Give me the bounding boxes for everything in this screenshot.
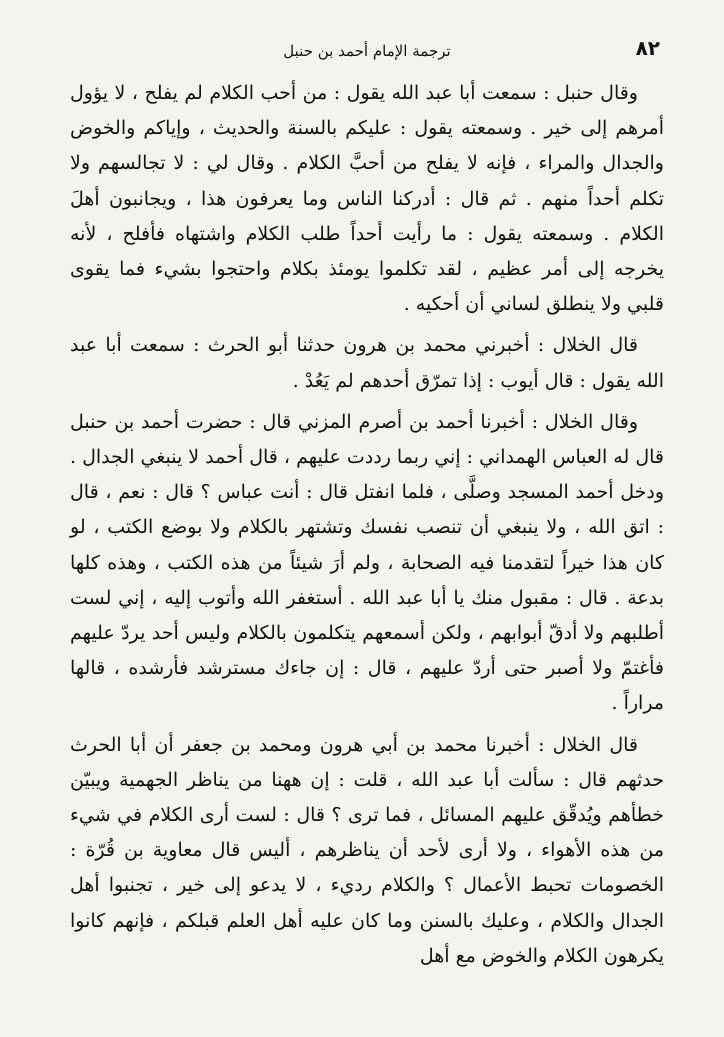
page-body (70, 76, 664, 974)
page-number: ٨٢ (635, 36, 660, 60)
page-header (70, 30, 664, 76)
paragraph-hanbal-on-kalam: وقال حنبل : سمعت أبا عبد الله يقول : من أحب الكلام لم يفلح ، لا يؤول أمرهم إلى خير . وسمعته يقول : عليكم بالسنة والحديث ، وإياكم والخوض والجدال والمراء ، فإنه لا يفلح من أحبَّ الكلام . وقال لي : لا تجالسهم ولا تكلم أحداً منهم . ثم قال : أدركنا الناس وما يعرفون هذا ، ويجانبون أهلَ الكلام . وسمعته يقول : ما رأيت أحداً طلب الكلام واشتهاه فأفلح ، لأنه يخرجه إلى أمر عظيم ، لقد تكلموا يومئذ بكلام واحتجوا بشيء فما يقوى قلبي ولا ينطلق لساني أن أحكيه . (70, 82, 664, 316)
running-title: ترجمة الإمام أحمد بن حنبل (283, 42, 451, 60)
paragraph-abu-al-harith: قال الخلال : أخبرنا محمد بن أبي هرون ومحمد بن جعفر أن أبا الحرث حدثهم قال : سألت أبا عبد الله ، قلت : إن ههنا من يناظر الجهمية ويبيّن خطأهم ويُدقّق عليهم المسائل ، فما ترى ؟ قال : لست أرى الكلام في شيء من هذه الأهواء ، ولا أرى لأحد أن يناظرهم ، أليس قال معاوية بن قُرّة : الخصومات تحبط الأعمال ؟ والكلام رديء ، لا يدعو إلى خير ، تجنبوا أهل الجدال والكلام ، وعليك بالسنن وما كان عليه أهل العلم قبلكم ، فإنهم كانوا يكرهون الكلام والخوض مع أهل (70, 733, 664, 967)
paragraph-abbas-hamadani: وقال الخلال : أخبرنا أحمد بن أصرم المزني قال : حضرت أحمد بن حنبل قال له العباس الهمداني : إني ربما رددت عليهم ، قال أحمد لا ينبغي الجدال . ودخل أحمد المسجد وصلَّى ، فلما انفتل قال : أنت عباس ؟ قال : نعم ، قال : اتق الله ، ولا ينبغي أن تنصب نفسك وتشتهر بالكلام ولا بوضع الكتب ، لو كان هذا خيراً لتقدمنا فيه الصحابة ، ولم أرَ شيئاً من هذه الكتب ، وهذه كلها بدعة . قال : مقبول منك يا أبا عبد الله . أستغفر الله وأتوب إليه ، إني لست أطلبهم ولا أدقّ أبوابهم ، ولكن أسمعهم يتكلمون بالكلام وليس أحد يردّ عليهم فأغتمّ ولا أصبر حتى أردّ عليهم ، قال : إن جاءك مسترشد فأرشده ، قالها مراراً . (70, 410, 664, 715)
paragraph-ayyub-quote: قال الخلال : أخبرني محمد بن هرون حدثنا أبو الحرث : سمعت أبا عبد الله يقول : قال أيوب : إذا تمرّق أحدهم لم يَعُدْ . (70, 334, 664, 392)
